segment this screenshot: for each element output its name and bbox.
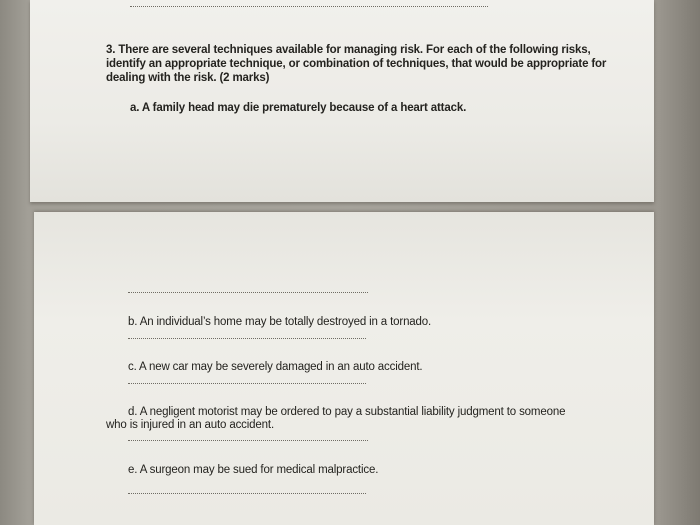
item-d-text-line-2: who is injured in an auto accident. <box>106 419 274 431</box>
item-d-text-line-1: d. A negligent motorist may be ordered to pay a substantial liability judgment to someone <box>128 406 566 418</box>
item-e-text: e. A surgeon may be sued for medical malpractice. <box>128 464 379 476</box>
answer-line-b <box>128 338 366 339</box>
worksheet-page-top <box>30 0 654 202</box>
question-line-3: dealing with the risk. (2 marks) <box>106 72 270 84</box>
question-line-2: identify an appropriate technique, or combination of techniques, that would be appropriate for <box>106 58 607 70</box>
answer-line-d <box>128 440 368 441</box>
answer-line-a <box>128 292 368 293</box>
answer-line-e <box>128 493 366 494</box>
item-a-text: a. A family head may die prematurely because of a heart attack. <box>130 102 467 114</box>
item-c-text: c. A new car may be severely damaged in an auto accident. <box>128 361 423 373</box>
worksheet-page-bottom <box>34 212 654 525</box>
question-line-1: 3. There are several techniques available for managing risk. For each of the following risks, <box>106 44 591 56</box>
answer-line-top <box>130 6 488 7</box>
answer-line-c <box>128 383 366 384</box>
item-b-text: b. An individual’s home may be totally destroyed in a tornado. <box>128 316 432 328</box>
